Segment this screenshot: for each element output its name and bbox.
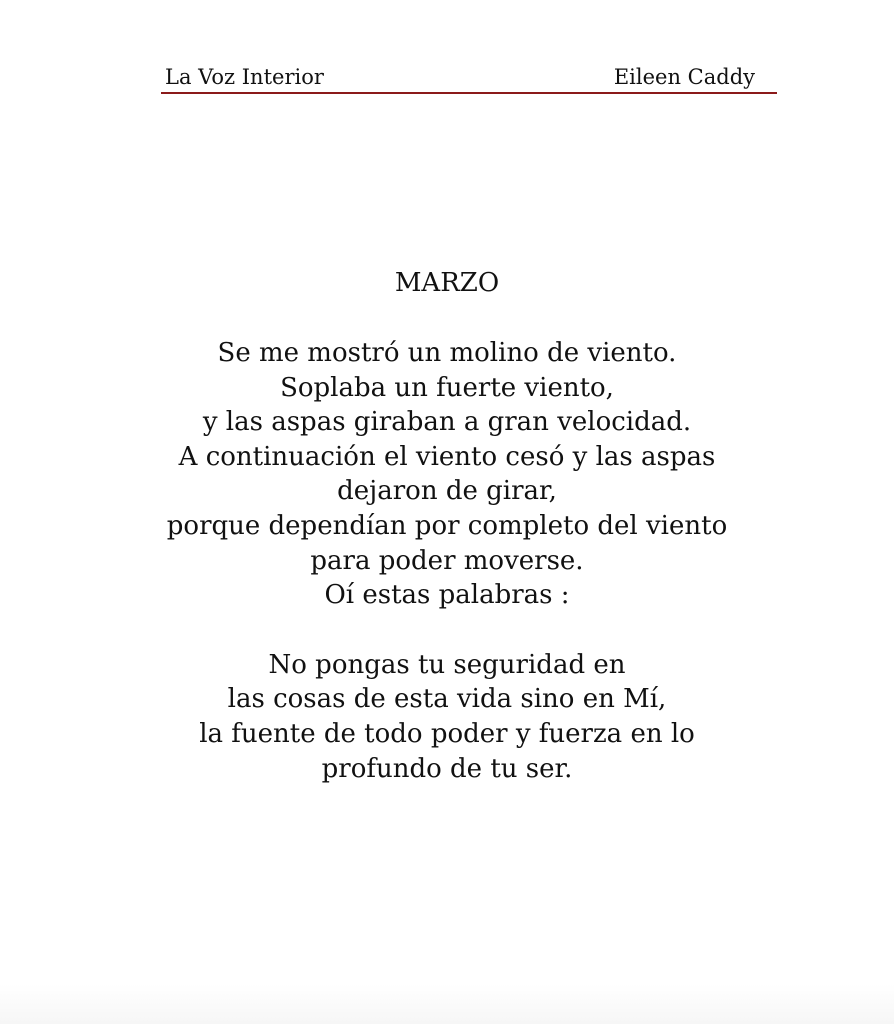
page-bottom-shadow (0, 984, 894, 1024)
stanza-2-line: las cosas de esta vida sino en Mí, (227, 684, 667, 715)
page-header (161, 62, 777, 94)
stanza-1-line: Se me mostró un molino de viento. (217, 338, 677, 368)
stanza-2-line: profundo de tu ser. (321, 753, 573, 784)
stanza-1-line: dejaron de girar, (337, 476, 557, 507)
stanza-1 (0, 336, 894, 613)
stanza-1-line: A continuación el viento cesó y las aspas (178, 441, 716, 472)
page-content (0, 266, 894, 786)
stanza-1-line: Oí estas palabras : (324, 580, 570, 611)
stanza-2-line: la fuente de todo poder y fuerza en lo (199, 718, 695, 749)
author-name: Eileen Caddy (613, 65, 755, 89)
book-title: La Voz Interior (165, 65, 324, 89)
month-title: MARZO (394, 268, 500, 298)
stanza-1-line: y las aspas giraban a gran velocidad. (202, 407, 692, 438)
stanza-2 (0, 648, 894, 786)
stanza-2-line: No pongas tu seguridad en (268, 649, 626, 680)
stanza-1-line: Soplaba un fuerte viento, (280, 372, 614, 403)
stanza-1-line: porque dependían por completo del viento (166, 510, 728, 541)
stanza-1-line: para poder moverse. (310, 545, 584, 576)
